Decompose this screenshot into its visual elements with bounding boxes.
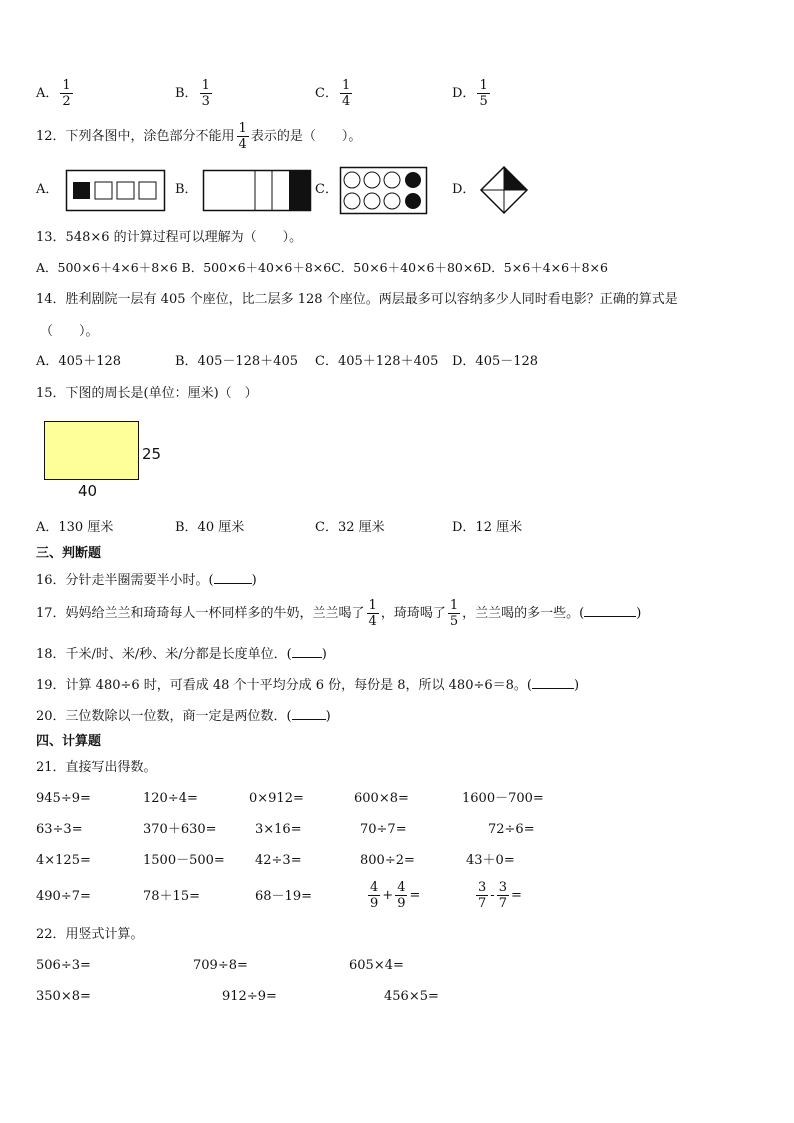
q12-label-c: C． — [315, 182, 338, 197]
q21-item: 43＋0= — [466, 853, 515, 868]
q14-option-c: C．405＋128＋405 — [315, 354, 439, 369]
q21-item: 120÷4= — [143, 791, 198, 806]
q21-item: 63÷3= — [36, 822, 83, 837]
q22-item: 456×5= — [384, 989, 439, 1004]
q20: 20．三位数除以一位数，商一定是两位数．( ) — [36, 709, 331, 724]
q21-item: 0×912= — [249, 791, 304, 806]
section-3-heading: 三、判断题 — [36, 546, 102, 561]
q15-stem: 15．下图的周长是(单位：厘米)（ ） — [36, 386, 258, 401]
q12-figure-a — [66, 170, 166, 212]
q14-stem-line2: （ ）。 — [40, 324, 99, 339]
q14-option-a: A．405＋128 — [36, 354, 122, 369]
q12-label-d: D． — [452, 182, 476, 197]
section-4-heading: 四、计算题 — [36, 734, 102, 749]
q15-height-label: 25 — [142, 445, 162, 463]
q21-item: 800÷2= — [360, 853, 415, 868]
q21-item: 945÷9= — [36, 791, 91, 806]
q17: 17．妈妈给兰兰和琦琦每人一杯同样多的牛奶，兰兰喝了 $\frac{1}{4}$ ，琦琦喝了 $\frac{1}{5}$ ，兰兰喝的多一些。( ) — [36, 598, 642, 629]
q11-option-b: B． $\frac{1}{3}$ — [175, 78, 210, 109]
q21-fraction-subtraction: $\frac{3}{7}$ - $\frac{3}{7}$ = — [478, 880, 522, 911]
q12-label-b: B． — [175, 182, 198, 197]
q11-option-d: D． $\frac{1}{5}$ — [452, 78, 488, 109]
q21-item: 490÷7= — [36, 889, 91, 904]
q19: 19．计算 480÷6 时，可看成 48 个十平均分成 6 份，每份是 8，所以 480÷6＝8。( ) — [36, 678, 580, 693]
q21-item: 42÷3= — [255, 853, 302, 868]
q22-item: 350×8= — [36, 989, 91, 1004]
q17-answer-blank[interactable] — [584, 604, 636, 617]
q21-item: 3×16= — [255, 822, 302, 837]
q16-answer-blank[interactable] — [214, 571, 252, 584]
q12-figure-d — [480, 166, 528, 214]
q12-label-a: A． — [36, 182, 59, 197]
q22-item: 709÷8= — [193, 958, 248, 973]
q14-option-b: B．405－128＋405 — [175, 354, 298, 369]
q22-item: 912÷9= — [222, 989, 277, 1004]
q13-options: A．500×6＋4×6＋8×6 B．500×6＋40×6＋8×6C．50×6＋40×6＋80×6D．5×6＋4×6＋8×6 — [36, 260, 608, 275]
q21-item: 70÷7= — [360, 822, 407, 837]
q14-stem-line1: 14．胜利剧院一层有 405 个座位，比二层多 128 个座位。两层最多可以容纳多少人同时看电影？正确的算式是 — [36, 292, 678, 307]
q21-item: 370＋630= — [143, 822, 217, 837]
q15-option-b: B．40 厘米 — [175, 520, 245, 535]
q15-option-a: A．130 厘米 — [36, 520, 114, 535]
q15-option-d: D．12 厘米 — [452, 520, 523, 535]
q20-answer-blank[interactable] — [292, 707, 326, 720]
q21-item: 72÷6= — [488, 822, 535, 837]
q13-stem: 13．548×6 的计算过程可以理解为（ ）。 — [36, 230, 303, 245]
q18: 18．千米/时、米/秒、米/分都是长度单位．( ) — [36, 647, 327, 662]
q21-item: 78＋15= — [143, 889, 200, 904]
q21-item: 1600－700= — [462, 791, 544, 806]
q21-item: 600×8= — [354, 791, 409, 806]
q21-fraction-addition: $\frac{4}{9}$ + $\frac{4}{9}$ = — [370, 880, 421, 911]
q12-figure-b — [203, 170, 313, 212]
q18-answer-blank[interactable] — [292, 645, 322, 658]
q16: 16．分针走半圈需要半小时。( ) — [36, 573, 257, 588]
q15-width-label: 40 — [78, 482, 98, 500]
q14-option-d: D．405－128 — [452, 354, 539, 369]
q12-figure-c — [340, 167, 428, 215]
q21-item: 4×125= — [36, 853, 91, 868]
q19-answer-blank[interactable] — [532, 676, 574, 689]
q21-stem: 21．直接写出得数。 — [36, 760, 157, 775]
q21-item: 68－19= — [255, 889, 312, 904]
q22-stem: 22．用竖式计算。 — [36, 927, 144, 942]
q15-rectangle — [44, 421, 139, 480]
q22-item: 506÷3= — [36, 958, 91, 973]
q12-stem: 12．下列各图中，涂色部分不能用 $\frac{1}{4}$ 表示的是（ ）。 — [36, 121, 362, 152]
q11-option-c: C． $\frac{1}{4}$ — [315, 78, 351, 109]
q22-item: 605×4= — [349, 958, 404, 973]
q15-option-c: C．32 厘米 — [315, 520, 385, 535]
q21-item: 1500－500= — [143, 853, 225, 868]
q11-option-a: A． $\frac{1}{2}$ — [36, 78, 71, 109]
